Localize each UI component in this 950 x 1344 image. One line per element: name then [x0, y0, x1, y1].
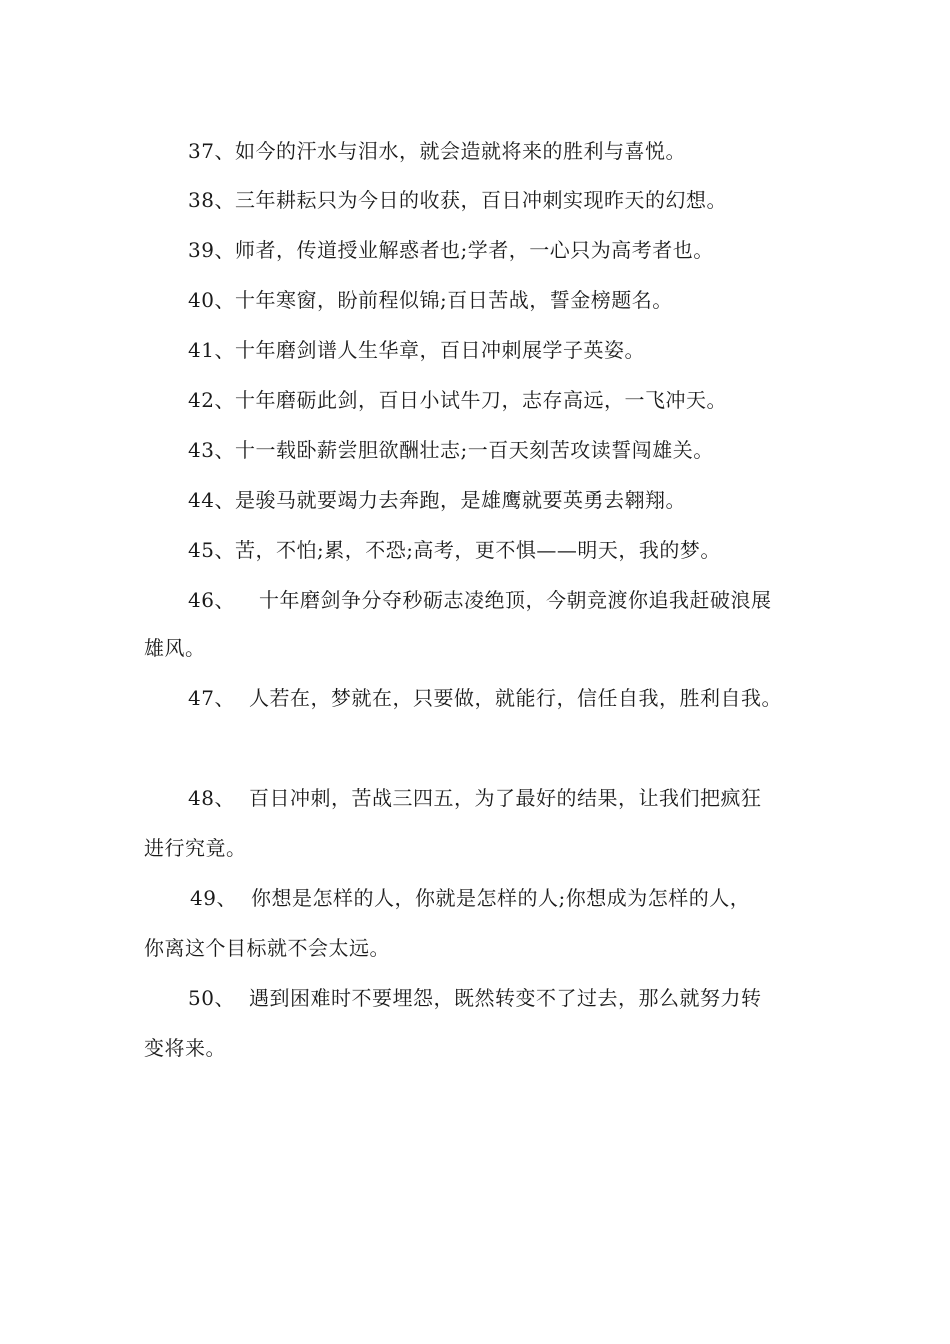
list-item: [188, 139, 686, 163]
item-text: 三年耕耘只为今日的收获，百日冲刺实现昨天的幻想。: [234, 188, 727, 212]
item-number: 50、: [188, 986, 235, 1010]
item-text: 遇到困难时不要埋怨，既然转变不了过去，那么就努力转: [248, 986, 762, 1010]
list-item: [188, 238, 714, 262]
list-item: [188, 786, 761, 810]
item-number: 49、: [190, 886, 237, 910]
item-text: 你想是怎样的人，你就是怎样的人;你想成为怎样的人，: [250, 886, 751, 910]
list-item: [188, 588, 771, 612]
item-number: 43、: [188, 438, 235, 462]
item-continuation: 你离这个目标就不会太远。: [144, 936, 390, 960]
item-text: 十年磨砺此剑，百日小试牛刀，志存高远，一飞冲天。: [234, 388, 727, 412]
item-number: 37、: [188, 139, 235, 163]
list-item: [188, 686, 782, 710]
item-number: 47、: [188, 686, 235, 710]
item-text: 人若在，梦就在，只要做，就能行，信任自我，胜利自我。: [248, 686, 782, 710]
list-item: [190, 886, 750, 910]
item-number: 39、: [188, 238, 235, 262]
item-text: 师者，传道授业解惑者也;学者，一心只为高考者也。: [234, 238, 714, 262]
item-number: 44、: [188, 488, 235, 512]
item-text: 十年寒窗，盼前程似锦;百日苦战，誓金榜题名。: [234, 288, 673, 312]
item-number: 41、: [188, 338, 235, 362]
list-item: [188, 288, 673, 312]
item-text: 十年磨剑争分夺秒砺志凌绝顶，今朝竞渡你追我赶破浪展: [258, 588, 772, 612]
item-text: 十年磨剑谱人生华章，百日冲刺展学子英姿。: [234, 338, 645, 362]
item-number: 38、: [188, 188, 235, 212]
item-number: 42、: [188, 388, 235, 412]
list-item: [188, 188, 727, 212]
item-number: 45、: [188, 538, 235, 562]
item-continuation: 变将来。: [144, 1036, 226, 1060]
item-number: 48、: [188, 786, 235, 810]
item-text: 是骏马就要竭力去奔跑，是雄鹰就要英勇去翱翔。: [234, 488, 686, 512]
list-item: [188, 338, 645, 362]
item-continuation: 进行究竟。: [144, 836, 247, 860]
list-item: [188, 488, 686, 512]
item-number: 40、: [188, 288, 235, 312]
item-text: 百日冲刺，苦战三四五，为了最好的结果，让我们把疯狂: [248, 786, 762, 810]
list-item: [188, 438, 714, 462]
list-item: [188, 388, 727, 412]
item-number: 46、: [188, 588, 235, 612]
item-text: 苦，不怕;累，不恐;高考，更不惧——明天，我的梦。: [234, 538, 721, 562]
item-continuation: 雄风。: [144, 636, 206, 660]
list-item: [188, 986, 761, 1010]
list-item: [188, 538, 721, 562]
item-text: 十一载卧薪尝胆欲酬壮志;一百天刻苦攻读誓闯雄关。: [234, 438, 714, 462]
item-text: 如今的汗水与泪水，就会造就将来的胜利与喜悦。: [234, 139, 686, 163]
